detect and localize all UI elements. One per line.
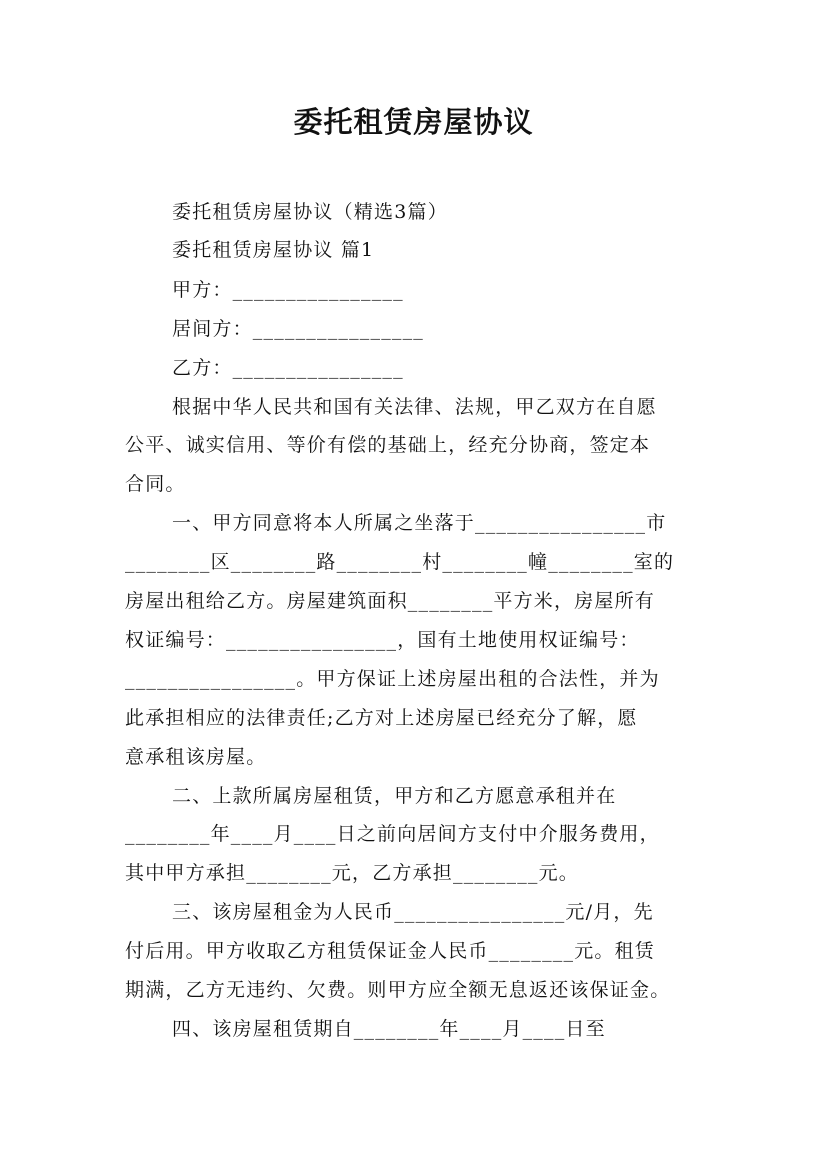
paragraph-line: 公平、诚实信用、等价有偿的基础上，经充分协商，签定本 xyxy=(125,434,651,456)
paragraph-line: 合同。 xyxy=(125,473,186,495)
clause-1-line: 权证编号：________________，国有土地使用权证编号： xyxy=(125,629,640,651)
clause-1-line: 房屋出租给乙方。房屋建筑面积________平方米，房屋所有 xyxy=(125,590,656,612)
clause-3-line: 三、该房屋租金为人民币________________元/月，先 xyxy=(172,901,654,923)
subtitle-line: 委托租赁房屋协议（精选3篇） xyxy=(172,201,448,223)
party-b-line: 乙方：________________ xyxy=(172,357,404,379)
clause-2-line: 其中甲方承担________元，乙方承担________元。 xyxy=(125,862,580,884)
clause-1-line: ________区________路________村________幢________室的 xyxy=(125,551,675,573)
clause-1-line: 一、甲方同意将本人所属之坐落于________________市 xyxy=(172,512,667,534)
paragraph-line: 根据中华人民共和国有关法律、法规，甲乙双方在自愿 xyxy=(172,396,657,418)
intermediary-line: 居间方：________________ xyxy=(172,318,425,340)
clause-4-line: 四、该房屋租赁期自________年____月____日至 xyxy=(172,1018,606,1040)
clause-2-line: ________年____月____日之前向居间方支付中介服务费用， xyxy=(125,823,660,845)
clause-1-line: ________________。甲方保证上述房屋出租的合法性，并为 xyxy=(125,668,660,690)
party-a-line: 甲方：________________ xyxy=(172,279,404,301)
clause-3-line: 付后用。甲方收取乙方租赁保证金人民币________元。租赁 xyxy=(125,940,656,962)
clause-2-line: 二、上款所属房屋租赁，甲方和乙方愿意承租并在 xyxy=(172,785,617,807)
clause-1-line: 此承担相应的法律责任;乙方对上述房屋已经充分了解，愿 xyxy=(125,707,638,729)
section-heading: 委托租赁房屋协议 篇1 xyxy=(172,239,375,261)
clause-3-line: 期满，乙方无违约、欠费。则甲方应全额无息返还该保证金。 xyxy=(125,979,671,1001)
clause-1-line: 意承租该房屋。 xyxy=(125,746,267,768)
document-title: 委托租赁房屋协议 xyxy=(293,105,534,139)
